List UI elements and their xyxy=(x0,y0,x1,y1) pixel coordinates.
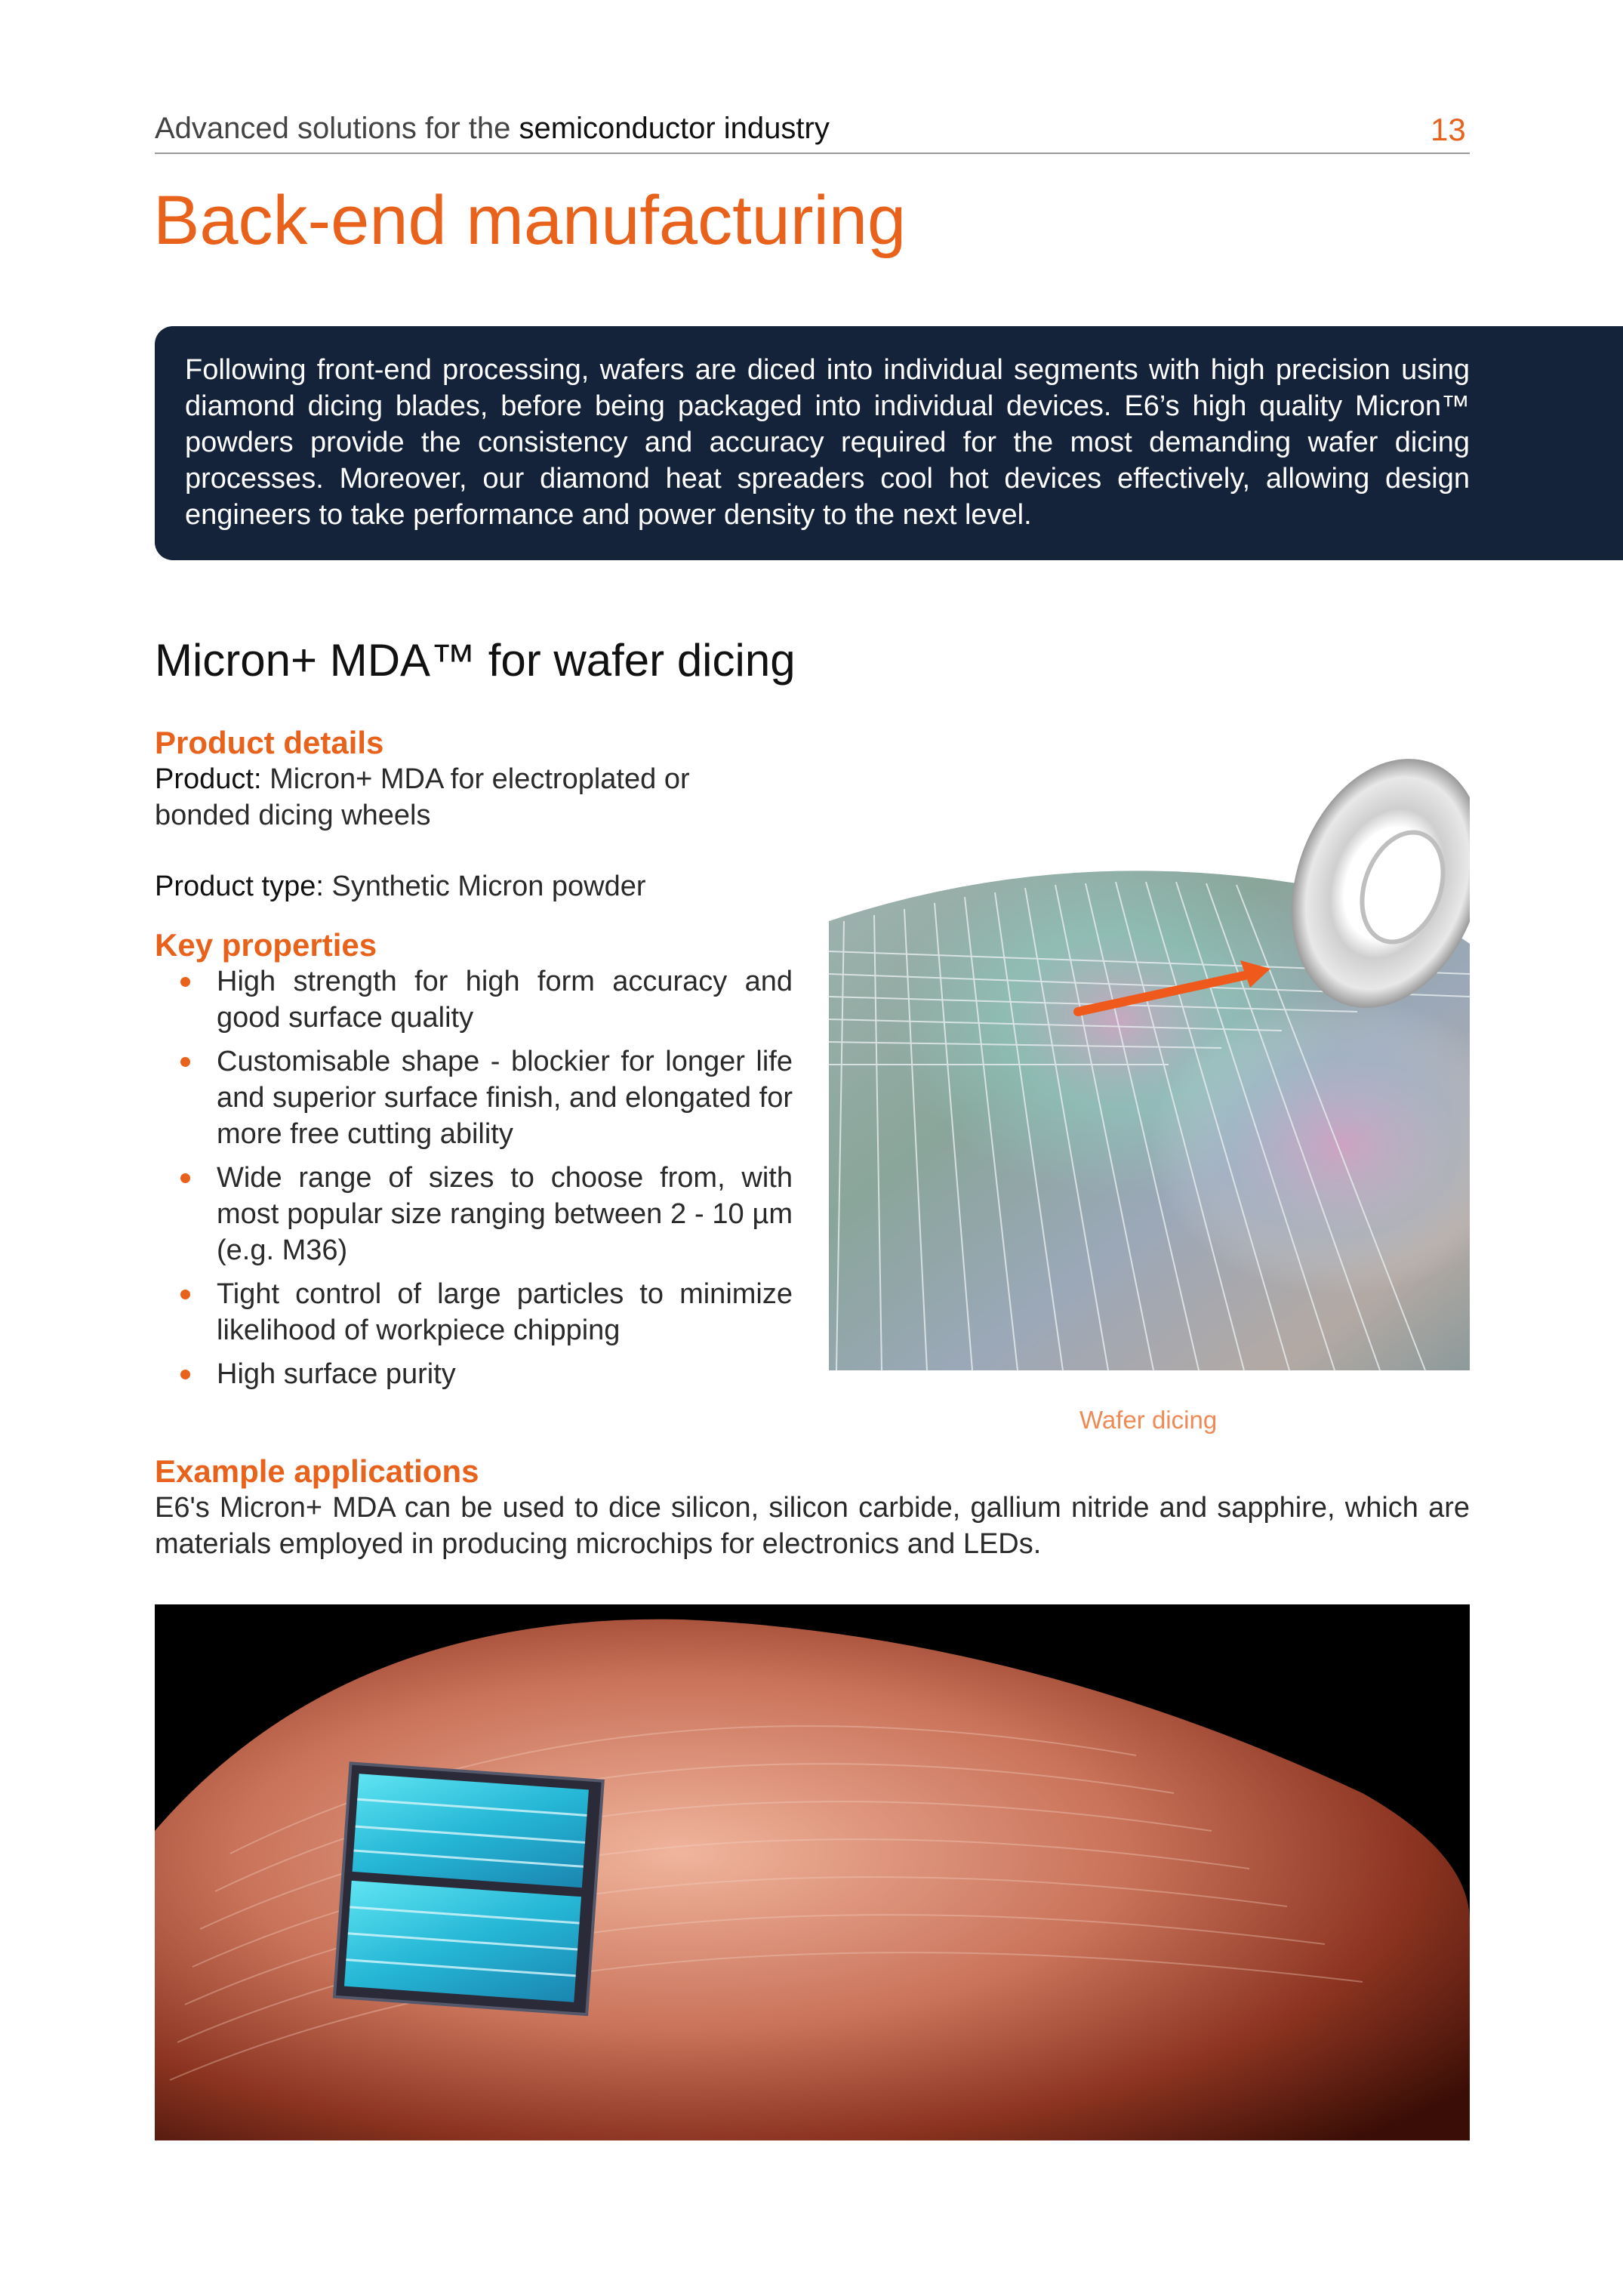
list-item: High surface purity xyxy=(155,1356,793,1392)
image-caption: Wafer dicing xyxy=(1079,1406,1218,1434)
microchip-on-finger-image xyxy=(155,1604,1470,2140)
intro-box xyxy=(155,326,1623,560)
page-title: Back-end manufacturing xyxy=(153,182,907,259)
list-item: High strength for high form accuracy and good surface quality xyxy=(155,963,793,1036)
example-applications-text: E6's Micron+ MDA can be used to dice silicon, silicon carbide, gallium nitride and sapphire, which are materials employed in producing microchips for electronics and LEDs. xyxy=(155,1492,1470,1560)
list-item: Wide range of sizes to choose from, with most popular size ranging between 2 - 10 µm (e.g. M36) xyxy=(155,1160,793,1268)
key-properties-heading: Key properties xyxy=(155,927,377,963)
list-item: Tight control of large particles to minimize likelihood of workpiece chipping xyxy=(155,1276,793,1348)
product-label: Product: xyxy=(155,763,262,795)
example-applications-heading: Example applications xyxy=(155,1453,479,1489)
running-header xyxy=(155,112,830,146)
intro-text: Following front-end processing, wafers are diced into individual segments with high precision using diamond dicing blades, before being packaged into individual devices. E6’s high quality Micron™ powders provide the consistency and accuracy required for the most demanding wafer dicing processes. Moreover, our diamond heat spreaders cool hot devices effectively, allowing design engineers to take performance and power density to the next level. xyxy=(185,354,1470,531)
running-header-bold: semiconductor industry xyxy=(519,112,830,145)
list-item: Customisable shape - blockier for longer life and superior surface finish, and elongated for more free cutting ability xyxy=(155,1043,793,1152)
header-divider xyxy=(155,153,1470,154)
key-properties-list xyxy=(155,963,793,1392)
product-value: Micron+ MDA for electroplated or bonded dicing wheels xyxy=(155,763,690,831)
bullet-icon xyxy=(180,1057,190,1067)
page-number: 13 xyxy=(1431,112,1466,147)
section-heading: Micron+ MDA™ for wafer dicing xyxy=(155,635,796,686)
product-info-column xyxy=(155,725,793,1400)
bullet-icon xyxy=(180,1370,190,1379)
product-details-heading: Product details xyxy=(155,725,384,760)
running-header-light: Advanced solutions for the xyxy=(155,112,511,145)
bullet-icon xyxy=(180,1173,190,1183)
bullet-icon xyxy=(180,1290,190,1299)
product-type-label: Product type: xyxy=(155,871,324,902)
bullet-icon xyxy=(180,977,190,987)
product-type-line xyxy=(155,868,793,905)
product-type-value: Synthetic Micron powder xyxy=(331,871,646,902)
wafer-dicing-image xyxy=(829,747,1470,1370)
example-applications xyxy=(155,1453,1470,1562)
product-line xyxy=(155,761,793,834)
